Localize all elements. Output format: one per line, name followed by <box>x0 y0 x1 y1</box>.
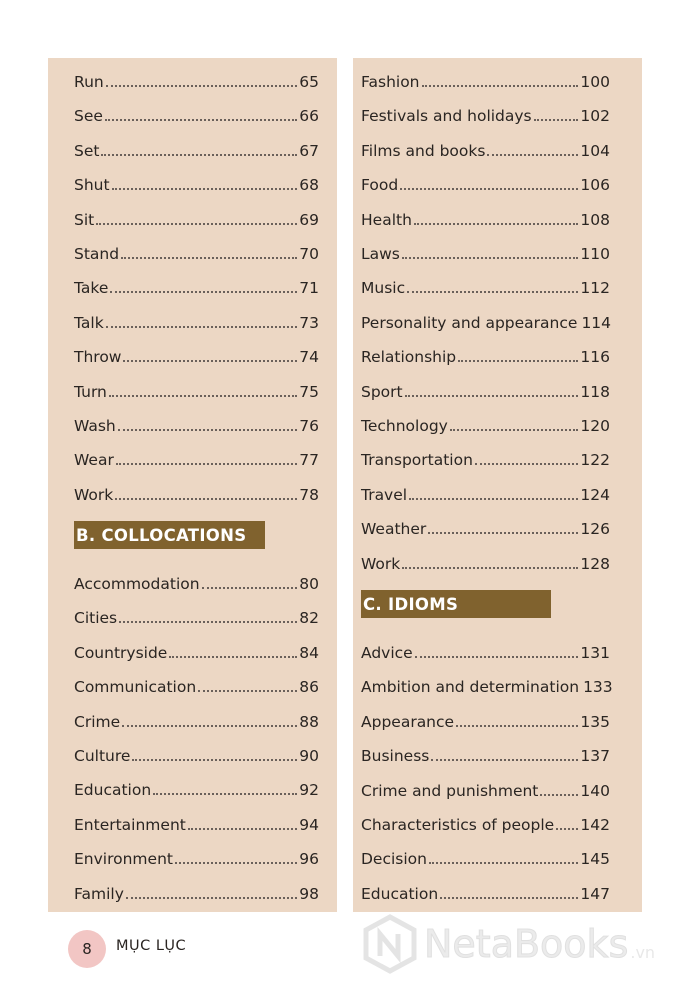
dot-leader <box>118 429 298 431</box>
toc-entry-title: Relationship <box>361 348 457 367</box>
dot-leader <box>458 360 578 362</box>
toc-entry-title: Crime <box>74 712 121 731</box>
toc-entry <box>361 402 610 436</box>
toc-entry <box>74 58 319 92</box>
dot-leader <box>428 532 578 534</box>
toc-entry-title: Work <box>361 554 401 573</box>
toc-entry-page: 102 <box>580 107 610 126</box>
dot-leader <box>132 759 297 761</box>
toc-entry-title: Stand <box>74 245 120 263</box>
dot-leader <box>475 463 578 465</box>
toc-entry <box>361 436 610 470</box>
toc-entry <box>361 264 610 298</box>
dot-leader <box>556 828 578 830</box>
toc-entry-title: Take <box>74 279 109 298</box>
dot-leader <box>198 690 297 692</box>
toc-entry-title: Advice <box>361 644 413 662</box>
toc-entry <box>361 835 610 869</box>
dot-leader <box>414 223 579 225</box>
dot-leader <box>422 85 579 87</box>
toc-entry <box>74 368 319 402</box>
toc-entry-title: Turn <box>74 382 107 401</box>
toc-entry <box>74 402 319 436</box>
dot-leader <box>115 498 297 500</box>
toc-entry-page: 110 <box>580 245 610 263</box>
toc-entry <box>361 368 610 402</box>
toc-entry-title: Transportation <box>361 451 473 470</box>
toc-entry-page: 122 <box>580 451 610 470</box>
toc-entry-page: 118 <box>580 382 610 401</box>
toc-entry <box>361 161 610 195</box>
toc-entry <box>74 299 319 333</box>
toc-entry-page: 137 <box>580 747 610 766</box>
toc-entry-title: Sit <box>74 210 95 229</box>
toc-entry <box>74 436 319 470</box>
toc-entry-page: 140 <box>580 781 610 800</box>
netabooks-logo-icon <box>362 914 418 974</box>
toc-entry-title: Countryside <box>74 643 168 662</box>
toc-entry-page: 92 <box>299 781 319 800</box>
toc-entry <box>74 471 319 505</box>
toc-entry-title: Run <box>74 73 104 91</box>
toc-entry <box>74 333 319 367</box>
dot-leader <box>175 862 297 864</box>
dot-leader <box>450 429 579 431</box>
dot-leader <box>126 897 297 899</box>
toc-entry-page: 128 <box>580 554 610 573</box>
toc-entry-title: Family <box>74 884 124 903</box>
toc-entry-title: Travel <box>361 485 408 504</box>
toc-entry-title: Education <box>361 884 439 903</box>
toc-entry <box>361 540 610 574</box>
toc-entry-title: Decision <box>361 850 427 869</box>
dot-leader <box>188 828 297 830</box>
toc-entry <box>74 196 319 230</box>
toc-entry <box>361 333 610 367</box>
toc-entry-title: Sport <box>361 382 403 401</box>
toc-entry <box>361 505 610 539</box>
toc-entry-title: Education <box>74 781 152 800</box>
toc-entry-page: 147 <box>580 884 610 903</box>
toc-entry <box>361 801 610 835</box>
toc-entry-title: Characteristics of people <box>361 816 555 834</box>
toc-entry <box>74 732 319 766</box>
section-header-idioms: C. IDIOMS <box>361 590 551 618</box>
toc-entry-page: 74 <box>299 348 319 367</box>
toc-entry-page: 112 <box>580 279 610 298</box>
toc-entry-title: Environment <box>74 850 173 869</box>
toc-entry <box>361 299 610 333</box>
toc-entry <box>74 594 319 628</box>
toc-entry <box>361 471 610 505</box>
toc-entry-page: 135 <box>580 712 610 731</box>
dot-leader <box>456 725 578 727</box>
toc-entry-page: 145 <box>580 850 610 869</box>
toc-entry-title: Festivals and holidays <box>361 107 532 126</box>
toc-entry <box>74 264 319 298</box>
toc-entry-title: Crime and punishment <box>361 781 539 800</box>
toc-entry-page: 67 <box>299 141 319 160</box>
toc-entry-page: 90 <box>299 747 319 765</box>
toc-entry-title: Music <box>361 279 406 298</box>
toc-entry-title: Appearance <box>361 712 455 731</box>
toc-entry <box>361 196 610 230</box>
toc-entry <box>361 732 610 766</box>
toc-entry-title: Food <box>361 176 399 195</box>
page-number-badge: 8 <box>68 930 106 968</box>
toc-entry-page: 114 <box>581 313 612 332</box>
toc-entry-title: Communication <box>74 678 197 697</box>
toc-entry-page: 66 <box>299 107 319 126</box>
toc-entry <box>74 870 319 904</box>
toc-entry-title: See <box>74 107 103 126</box>
toc-entry-title: Cities <box>74 609 118 628</box>
toc-entry-title: Entertainment <box>74 815 186 834</box>
toc-entry <box>74 766 319 800</box>
section-header-collocations: B. COLLOCATIONS <box>74 521 265 549</box>
toc-entry-page: 75 <box>299 382 319 401</box>
toc-entry-page: 68 <box>299 176 319 195</box>
toc-entry <box>361 58 610 92</box>
toc-entry <box>74 560 319 594</box>
watermark <box>362 912 655 976</box>
toc-entry-title: Shut <box>74 176 110 195</box>
toc-entry-page: 104 <box>580 141 610 160</box>
dot-leader <box>116 463 297 465</box>
toc-entry-page: 120 <box>580 417 610 435</box>
toc-entry-title: Set <box>74 141 100 160</box>
dot-leader <box>402 257 579 259</box>
toc-entry-page: 86 <box>299 678 319 697</box>
dot-leader <box>122 725 297 727</box>
toc-entry-page: 142 <box>580 816 610 834</box>
toc-entry <box>74 663 319 697</box>
toc-entry <box>74 230 319 264</box>
toc-entry-page: 94 <box>299 815 319 834</box>
toc-entry <box>361 230 610 264</box>
toc-entry-page: 80 <box>299 575 319 593</box>
toc-entry <box>361 92 610 126</box>
dot-leader <box>534 119 579 121</box>
toc-entry <box>74 835 319 869</box>
dot-leader <box>121 257 297 259</box>
toc-entry <box>361 629 610 663</box>
toc-entry-title: Fashion <box>361 73 420 91</box>
dot-leader <box>409 498 578 500</box>
dot-leader <box>400 188 578 190</box>
watermark-text: NetaBooks <box>424 922 629 966</box>
toc-entry-title: Accommodation <box>74 575 200 593</box>
toc-entry-page: 82 <box>299 609 319 628</box>
dot-leader <box>106 85 298 87</box>
dot-leader <box>105 119 297 121</box>
toc-entry-page: 65 <box>299 73 319 91</box>
toc-entry-title: Work <box>74 485 114 504</box>
toc-entry <box>74 629 319 663</box>
dot-leader <box>402 567 578 569</box>
dot-leader <box>112 188 298 190</box>
dot-leader <box>440 897 578 899</box>
toc-entry-page: 69 <box>299 210 319 229</box>
toc-entry-page: 124 <box>580 485 610 504</box>
toc-entry-page: 77 <box>299 451 319 470</box>
toc-entry <box>74 92 319 126</box>
toc-panel-right <box>353 58 642 912</box>
toc-entry-page: 100 <box>580 73 610 91</box>
dot-leader <box>487 154 578 156</box>
toc-entry-page: 116 <box>580 348 610 367</box>
toc-entry-title: Technology <box>361 417 448 435</box>
toc-entry <box>361 767 610 801</box>
toc-entry-title: Talk <box>74 313 104 332</box>
dot-leader <box>106 326 298 328</box>
toc-entry-page: 78 <box>299 485 319 504</box>
toc-entry-page: 133 <box>583 678 613 697</box>
toc-entry-title: Wear <box>74 451 114 470</box>
toc-entry-title: Wash <box>74 417 116 435</box>
dot-leader <box>153 793 297 795</box>
toc-entry-title: Throw <box>74 348 122 367</box>
dot-leader <box>109 395 297 397</box>
toc-entry-page: 73 <box>299 313 319 332</box>
toc-entry-title: Weather <box>361 520 427 539</box>
dot-leader <box>429 862 578 864</box>
dot-leader <box>407 291 578 293</box>
toc-entry <box>74 801 319 835</box>
toc-entry <box>361 127 610 161</box>
toc-entry <box>74 161 319 195</box>
toc-entry <box>74 127 319 161</box>
toc-entry <box>361 870 610 904</box>
dot-leader <box>119 621 297 623</box>
toc-entry-title: Business <box>361 747 430 766</box>
dot-leader <box>431 759 578 761</box>
toc-entry-title: Ambition and determination <box>361 678 580 697</box>
toc-entry-page: 98 <box>299 884 319 903</box>
dot-leader <box>202 587 298 589</box>
toc-entry-page: 84 <box>299 643 319 662</box>
toc-entry-page: 108 <box>580 210 610 229</box>
toc-entry-page: 126 <box>580 520 610 539</box>
toc-entry-page: 71 <box>299 279 319 298</box>
toc-entry-page: 70 <box>299 245 319 263</box>
toc-entry-title: Personality and appearance <box>361 313 578 332</box>
toc-entry-title: Films and books <box>361 141 486 160</box>
toc-entry-title: Culture <box>74 747 131 765</box>
toc-entry-page: 131 <box>580 644 610 662</box>
toc-entry-page: 106 <box>580 176 610 195</box>
toc-entry-title: Laws <box>361 245 400 263</box>
toc-entry-title: Health <box>361 210 412 229</box>
toc-entry-page: 96 <box>299 850 319 869</box>
toc-entry <box>361 663 613 697</box>
watermark-suffix: .vn <box>630 943 656 962</box>
dot-leader <box>415 656 579 658</box>
dot-leader <box>123 360 297 362</box>
toc-entry-page: 76 <box>299 417 319 435</box>
toc-panel-left <box>48 58 337 912</box>
dot-leader <box>96 223 297 225</box>
toc-entry <box>74 698 319 732</box>
footer-section-label: MỤC LỤC <box>116 938 187 954</box>
dot-leader <box>101 154 297 156</box>
toc-entry-page: 88 <box>299 712 319 731</box>
dot-leader <box>405 395 579 397</box>
dot-leader <box>540 794 578 796</box>
dot-leader <box>169 656 297 658</box>
dot-leader <box>110 291 297 293</box>
toc-entry <box>361 698 610 732</box>
